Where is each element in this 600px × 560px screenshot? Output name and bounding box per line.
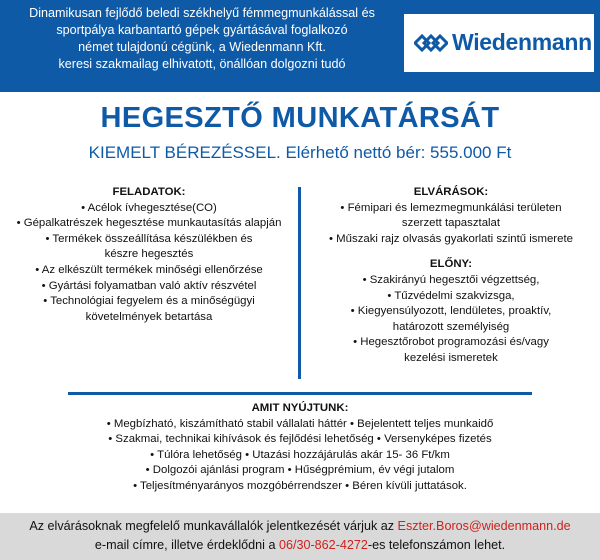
requirements-heading: ELVÁRÁSOK: xyxy=(413,186,489,198)
list-item: • Szakmai, technikai kihívások és fejlődési lehetőség • Versenyképes fizetés xyxy=(108,433,492,446)
email-link[interactable]: Eszter.Boros@wiedenmann.de xyxy=(397,519,571,533)
contact-text: Az elvárásoknak megfelelő munkavállalók jelentkezését várjuk az xyxy=(29,519,398,533)
contact-text: -es telefonszámon lehet. xyxy=(367,538,506,552)
list-item: • Szakirányú hegesztői végzettség, xyxy=(362,273,540,286)
contact-footer xyxy=(0,513,600,560)
list-item: készre hegesztés xyxy=(104,248,194,261)
list-item: • Az elkészült termékek minőségi ellenőrzése xyxy=(35,263,263,276)
list-item: • Teljesítményarányos mozgóbérrendszer • Béren kívüli juttatások. xyxy=(133,479,467,492)
list-item: • Tűzvédelmi szakvizsga, xyxy=(387,289,515,302)
list-item: • Dolgozói ajánlási program • Hűségprémium, év végi jutalom xyxy=(145,464,455,477)
offer-heading: AMIT NYÚJTUNK: xyxy=(251,402,349,414)
contact-text: e-mail címre, illetve érdeklődni a xyxy=(94,538,279,552)
intro-line: Dinamikusan fejlődő beledi székhelyű fémmegmunkálással és xyxy=(29,6,375,20)
contact-line-1 xyxy=(0,517,600,536)
intro-line: sportpálya karbantartó gépek gyártásával foglalkozó xyxy=(56,23,348,37)
list-item: • Gyártási folyamatban való aktív részvétel xyxy=(41,279,257,292)
list-item: • Kiegyensúlyozott, lendületes, proaktív, xyxy=(350,305,552,318)
list-item: • Műszaki rajz olvasás gyakorlati szintű ismerete xyxy=(329,232,573,245)
logo-text: Wiedenmann xyxy=(452,29,592,55)
section-gap xyxy=(302,247,600,257)
list-item: szerzett tapasztalat xyxy=(401,217,501,230)
company-logo xyxy=(404,14,594,72)
intro-line: keresi szakmailag elhivatott, önállóan dolgozni tudó xyxy=(58,57,346,71)
list-item: • Termékek összeállítása készülékben és xyxy=(45,232,253,245)
header-banner xyxy=(0,0,600,92)
list-item: kezelési ismeretek xyxy=(404,351,498,364)
advantages-heading: ELŐNY: xyxy=(429,258,473,271)
company-intro xyxy=(0,5,404,73)
list-item: • Túlóra lehetőség • Utazási hozzájárulás akár 15- 36 Ft/km xyxy=(150,448,450,461)
contact-line-2 xyxy=(0,536,600,555)
salary-line: KIEMELT BÉREZÉSSEL. Elérhető nettó bér: 555.000 Ft xyxy=(88,143,512,162)
job-title: HEGESZTŐ MUNKATÁRSÁT xyxy=(100,102,500,134)
offer-section xyxy=(0,401,600,495)
list-item: • Fémipari és lemezmegmunkálási területen xyxy=(340,201,562,214)
column-divider xyxy=(298,187,301,379)
tasks-section xyxy=(0,185,298,325)
section-divider xyxy=(68,392,532,395)
tasks-heading: FELADATOK: xyxy=(112,186,186,198)
list-item: • Technológiai fegyelem és a minőségügyi xyxy=(43,295,255,308)
wiedenmann-logo-icon xyxy=(414,30,448,56)
list-item: követelmények betartása xyxy=(85,310,213,323)
intro-line: német tulajdonú cégünk, a Wiedenmann Kft. xyxy=(78,40,326,54)
list-item: • Acélok ívhegesztése(CO) xyxy=(81,201,217,214)
requirements-section xyxy=(302,185,600,367)
list-item: • Megbízható, kiszámítható stabil vállalati háttér • Bejelentett teljes munkaidő xyxy=(106,417,494,430)
list-item: • Gépalkatrészek hegesztése munkautasítás alapján xyxy=(16,217,282,230)
list-item: határozott személyiség xyxy=(392,320,510,333)
list-item: • Hegesztőrobot programozási és/vagy xyxy=(353,336,549,349)
phone-link[interactable]: 06/30-862-4272 xyxy=(278,538,368,552)
